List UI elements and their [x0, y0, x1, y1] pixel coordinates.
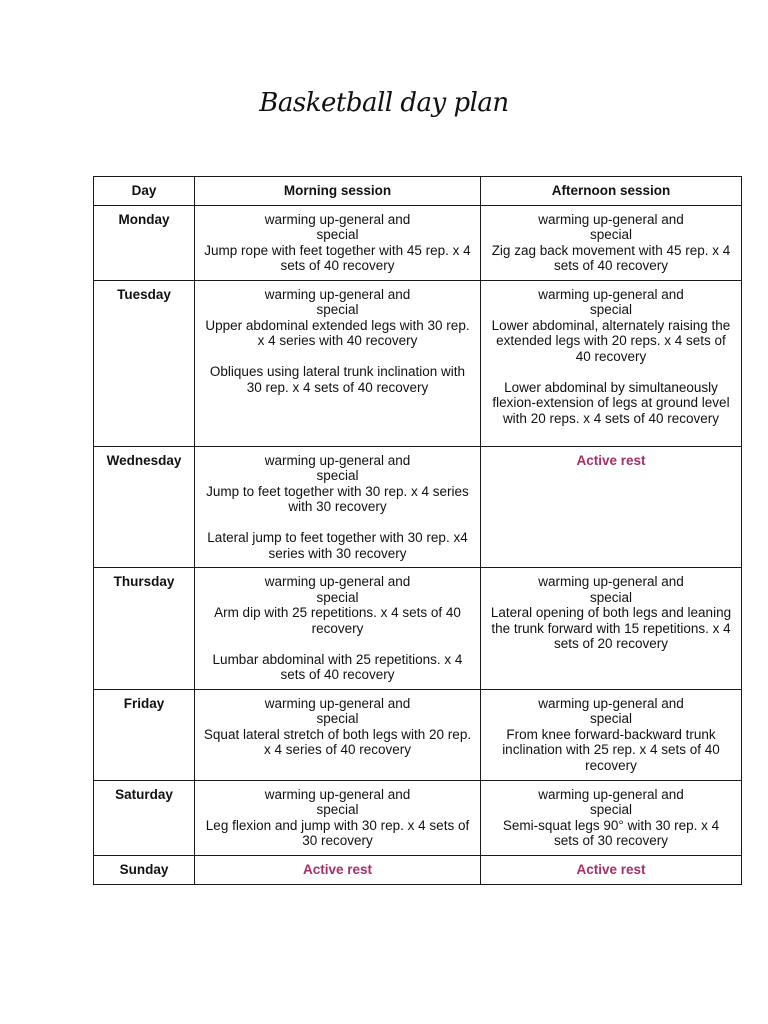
- table-row: [94, 689, 742, 780]
- exercise-line: Jump rope with feet together with 45 rep. x 4 sets of 40 recovery: [204, 242, 471, 273]
- exercise-line: warming up-general and: [264, 786, 411, 802]
- exercise-line: special: [589, 227, 633, 242]
- exercise-line: special: [316, 227, 359, 242]
- exercise-block: [203, 530, 472, 561]
- exercise-line: special: [316, 802, 359, 817]
- table-row: [94, 568, 742, 690]
- afternoon-cell: [481, 205, 742, 280]
- exercise-line: warming up-general and: [538, 211, 684, 227]
- table-row: [94, 855, 742, 884]
- table-row: [94, 205, 742, 280]
- header-day: Day: [94, 177, 195, 206]
- exercise-block: [203, 287, 472, 349]
- exercise-block: [489, 380, 733, 427]
- exercise-line: special: [589, 802, 633, 817]
- exercise-block: [203, 787, 472, 849]
- exercise-line: warming up-general and: [538, 695, 684, 711]
- exercise-block: [489, 212, 733, 274]
- exercise-line: special: [589, 302, 633, 317]
- exercise-block: [203, 574, 472, 636]
- exercise-line: Arm dip with 25 repetitions. x 4 sets of 40 recovery: [214, 605, 461, 636]
- morning-cell: [195, 568, 481, 690]
- exercise-line: Jump to feet together with 30 rep. x 4 series with 30 recovery: [206, 483, 469, 514]
- exercise-line: special: [589, 711, 633, 726]
- exercise-line: Lower abdominal by simultaneously flexion-extension of legs at ground level with 20 reps. x 4 sets of 40 recovery: [492, 379, 730, 426]
- header-morning: Morning session: [195, 177, 481, 206]
- exercise-block: [489, 574, 733, 652]
- schedule-table: [93, 176, 742, 885]
- exercise-line: Lateral jump to feet together with 30 rep. x4 series with 30 recovery: [207, 530, 468, 561]
- exercise-line: warming up-general and: [538, 574, 684, 589]
- afternoon-cell: [481, 280, 742, 446]
- afternoon-cell: [481, 689, 742, 780]
- exercise-line: special: [316, 589, 359, 605]
- table-row: [94, 446, 742, 568]
- exercise-block: [203, 364, 472, 395]
- exercise-line: warming up-general and: [264, 286, 411, 302]
- exercise-block: [203, 212, 472, 274]
- table-row: [94, 280, 742, 446]
- exercise-line: Upper abdominal extended legs with 30 rep. x 4 series with 40 recovery: [205, 317, 470, 348]
- afternoon-cell: [481, 855, 742, 884]
- exercise-line: Leg flexion and jump with 30 rep. x 4 sets of 30 recovery: [205, 817, 470, 848]
- exercise-block: [203, 696, 472, 758]
- exercise-line: Lumbar abdominal with 25 repetitions. x 4 sets of 40 recovery: [212, 651, 463, 682]
- active-rest-label: Active rest: [576, 861, 646, 877]
- exercise-line: warming up-general and: [538, 786, 684, 802]
- afternoon-cell: [481, 446, 742, 568]
- exercise-line: special: [589, 589, 633, 605]
- exercise-line: warming up-general and: [264, 574, 411, 589]
- exercise-line: Obliques using lateral trunk inclination with 30 rep. x 4 sets of 40 recovery: [209, 364, 466, 395]
- day-cell: Tuesday: [94, 280, 195, 446]
- morning-cell: [195, 446, 481, 568]
- morning-cell: [195, 780, 481, 855]
- page-title: Basketball day plan: [259, 88, 509, 118]
- exercise-line: warming up-general and: [538, 286, 684, 302]
- exercise-line: Lateral opening of both legs and leaning the trunk forward with 15 repetitions. x 4 sets of 20 recovery: [490, 605, 732, 651]
- exercise-block: [489, 287, 733, 365]
- table-row: [94, 780, 742, 855]
- day-cell: Thursday: [94, 568, 195, 690]
- exercise-block: [489, 696, 733, 774]
- header-row: [94, 177, 742, 206]
- exercise-line: warming up-general and: [264, 452, 411, 468]
- exercise-block: [203, 453, 472, 515]
- header-afternoon: Afternoon session: [481, 177, 742, 206]
- exercise-line: special: [316, 711, 359, 726]
- day-cell: Wednesday: [94, 446, 195, 568]
- exercise-line: special: [316, 302, 359, 317]
- exercise-line: special: [316, 468, 359, 483]
- day-cell: Sunday: [94, 855, 195, 884]
- exercise-block: [203, 652, 472, 683]
- day-cell: Saturday: [94, 780, 195, 855]
- exercise-line: warming up-general and: [264, 695, 411, 711]
- exercise-line: Squat lateral stretch of both legs with 20 rep. x 4 series of 40 recovery: [203, 726, 472, 757]
- exercise-block: [489, 787, 733, 849]
- exercise-line: From knee forward-backward trunk inclination with 25 rep. x 4 sets of 40 recovery: [502, 726, 720, 773]
- exercise-line: warming up-general and: [264, 211, 411, 227]
- exercise-line: Zig zag back movement with 45 rep. x 4 sets of 40 recovery: [491, 242, 731, 273]
- morning-cell: [195, 205, 481, 280]
- afternoon-cell: [481, 780, 742, 855]
- active-rest-label: Active rest: [302, 861, 373, 877]
- morning-cell: [195, 280, 481, 446]
- morning-cell: [195, 855, 481, 884]
- day-cell: Monday: [94, 205, 195, 280]
- exercise-line: Semi-squat legs 90° with 30 rep. x 4 sets of 30 recovery: [502, 817, 720, 848]
- exercise-line: Lower abdominal, alternately raising the extended legs with 20 reps. x 4 sets of 40 recovery: [491, 317, 731, 364]
- day-cell: Friday: [94, 689, 195, 780]
- morning-cell: [195, 689, 481, 780]
- active-rest-label: Active rest: [576, 452, 646, 468]
- afternoon-cell: [481, 568, 742, 690]
